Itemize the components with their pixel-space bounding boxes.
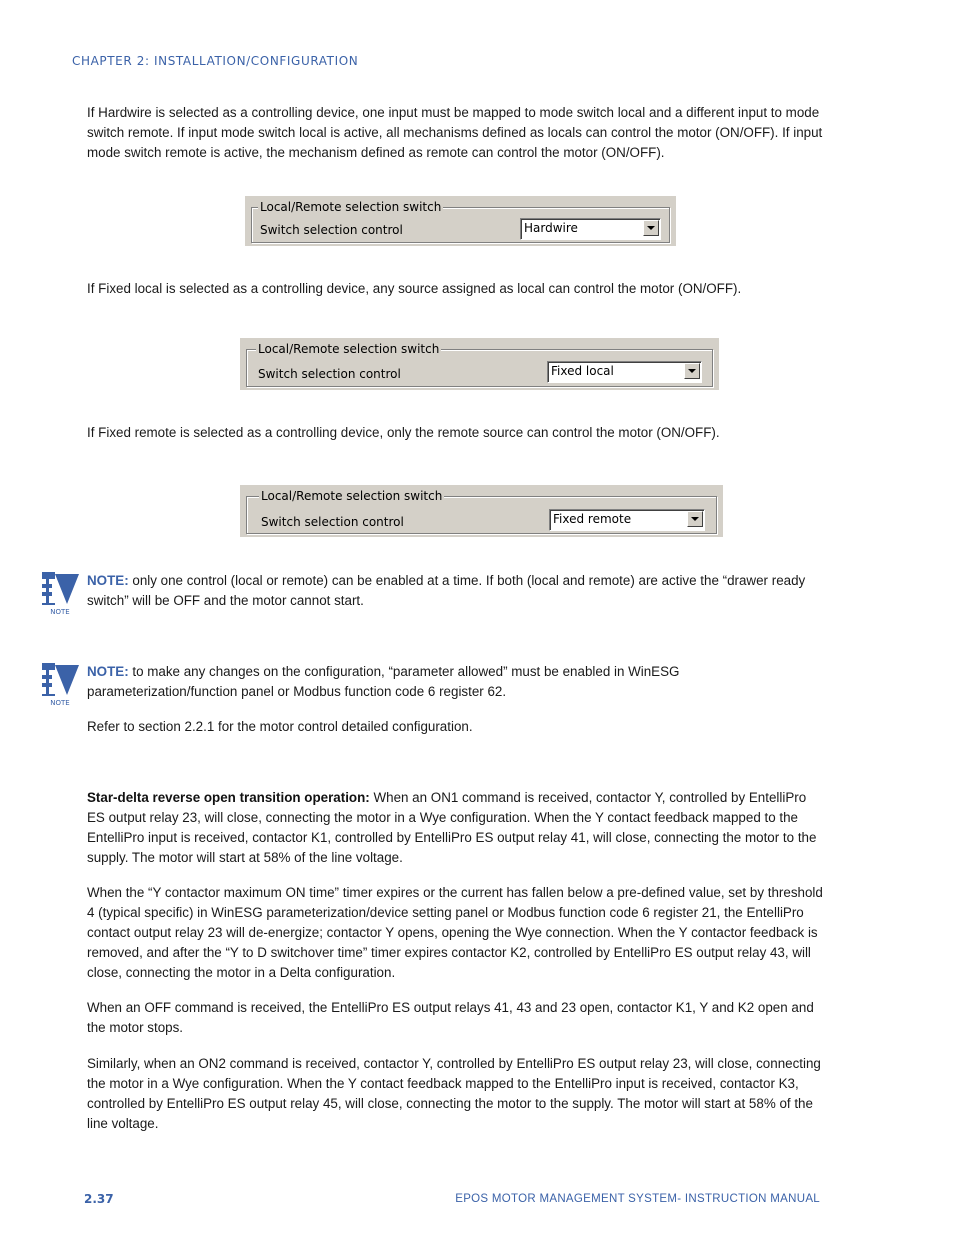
note-icon [40,570,80,616]
note-label: NOTE: [87,573,129,588]
note-parameter-allowed [87,662,747,702]
chevron-down-icon[interactable] [684,363,700,379]
switch-selection-dropdown[interactable] [520,218,661,240]
star-delta-text: When an ON1 command is received, contactor Y, controlled by EntelliPro ES output relay 23, will close, connecting the motor in a Wye configuration. When the Y contact feedback mapped to the EntelliPro input is received, contactor K1, controlled by EntelliPro ES output relay 41, will close, connecting the motor to the supply. The motor will start at 58% of the line voltage. [87,790,817,865]
note-label: NOTE: [87,664,129,679]
switch-selection-dropdown[interactable] [547,361,702,383]
page-number: 2.37 [84,1192,114,1206]
paragraph-off-command: When an OFF command is received, the EntelliPro ES output relays 41, 43 and 23 open, contactor K1, Y and K2 open and the motor stops. [87,1000,814,1035]
paragraph-refer: Refer to section 2.2.1 for the motor control detailed configuration. [87,719,473,734]
paragraph-fixed-local: If Fixed local is selected as a controlling device, any source assigned as local can control the motor (ON/OFF). [87,281,742,296]
switch-selection-label: Switch selection control [260,223,403,237]
note-drawer-ready [87,571,817,611]
paragraph-fixed-remote: If Fixed remote is selected as a controlling device, only the remote source can control the motor (ON/OFF). [87,425,720,440]
dropdown-value: Fixed local [551,364,614,378]
selection-switch-panel-hardwire [245,196,676,246]
note-icon [40,661,80,707]
note-icon-text: NOTE [50,699,70,707]
selection-switch-panel-fixed-remote [240,485,723,537]
star-delta-heading: Star-delta reverse open transition operation: [87,790,370,805]
chevron-down-icon[interactable] [643,220,659,236]
switch-selection-dropdown[interactable] [549,509,705,531]
note-icon-text: NOTE [50,608,70,616]
group-box-legend: Local/Remote selection switch [260,200,442,214]
group-box-legend: Local/Remote selection switch [258,342,440,356]
switch-selection-label: Switch selection control [258,367,401,381]
dropdown-value: Hardwire [524,221,578,235]
switch-selection-label: Switch selection control [261,515,404,529]
note-text: to make any changes on the configuration, “parameter allowed” must be enabled in WinESG parameterization/function panel or Modbus function code 6 register 62. [87,664,680,699]
group-box-legend: Local/Remote selection switch [261,489,443,503]
dropdown-value: Fixed remote [553,512,632,526]
paragraph-on2-command: Similarly, when an ON2 command is received, contactor Y, controlled by EntelliPro ES output relay 23, will close, connecting the motor in a Wye configuration. When the Y contact feedback mapped to the EntelliPro input is received, contactor K3, controlled by EntelliPro ES output relay 45, will close, connecting the motor to the supply. The motor will start at 58% of the line voltage. [87,1056,821,1131]
selection-switch-panel-fixed-local [240,338,719,390]
paragraph-star-delta [87,788,827,868]
manual-title: EPOS MOTOR MANAGEMENT SYSTEM- INSTRUCTION MANUAL [455,1193,820,1205]
paragraph-hardwire: If Hardwire is selected as a controlling device, one input must be mapped to mode switch local and a different input to mode switch remote. If input mode switch local is active, all mechanisms defined as locals can control the motor (ON/OFF). If input mode switch remote is active, the mechanism defined as remote can control the motor (ON/OFF). [87,105,823,160]
chapter-header: CHAPTER 2: INSTALLATION/CONFIGURATION [72,54,359,68]
note-text: only one control (local or remote) can be enabled at a time. If both (local and remote) are active the “drawer ready switch” will be OFF and the motor cannot start. [87,573,806,608]
paragraph-timer: When the “Y contactor maximum ON time” timer expires or the current has fallen below a pre-defined value, set by threshold 4 (typical specific) in WinESG parameterization/device setting panel or Modbus function code 6 register 21, the EntelliPro contact output relay 23 will de-energize; contactor Y opens, opening the Wye connection. When the Y contactor feedback is removed, and after the “Y to D switchover time” timer expires contactor K2, controlled by EntelliPro ES output relay 43, will close, connecting the motor in a Delta configuration. [87,885,823,980]
chevron-down-icon[interactable] [687,511,703,527]
